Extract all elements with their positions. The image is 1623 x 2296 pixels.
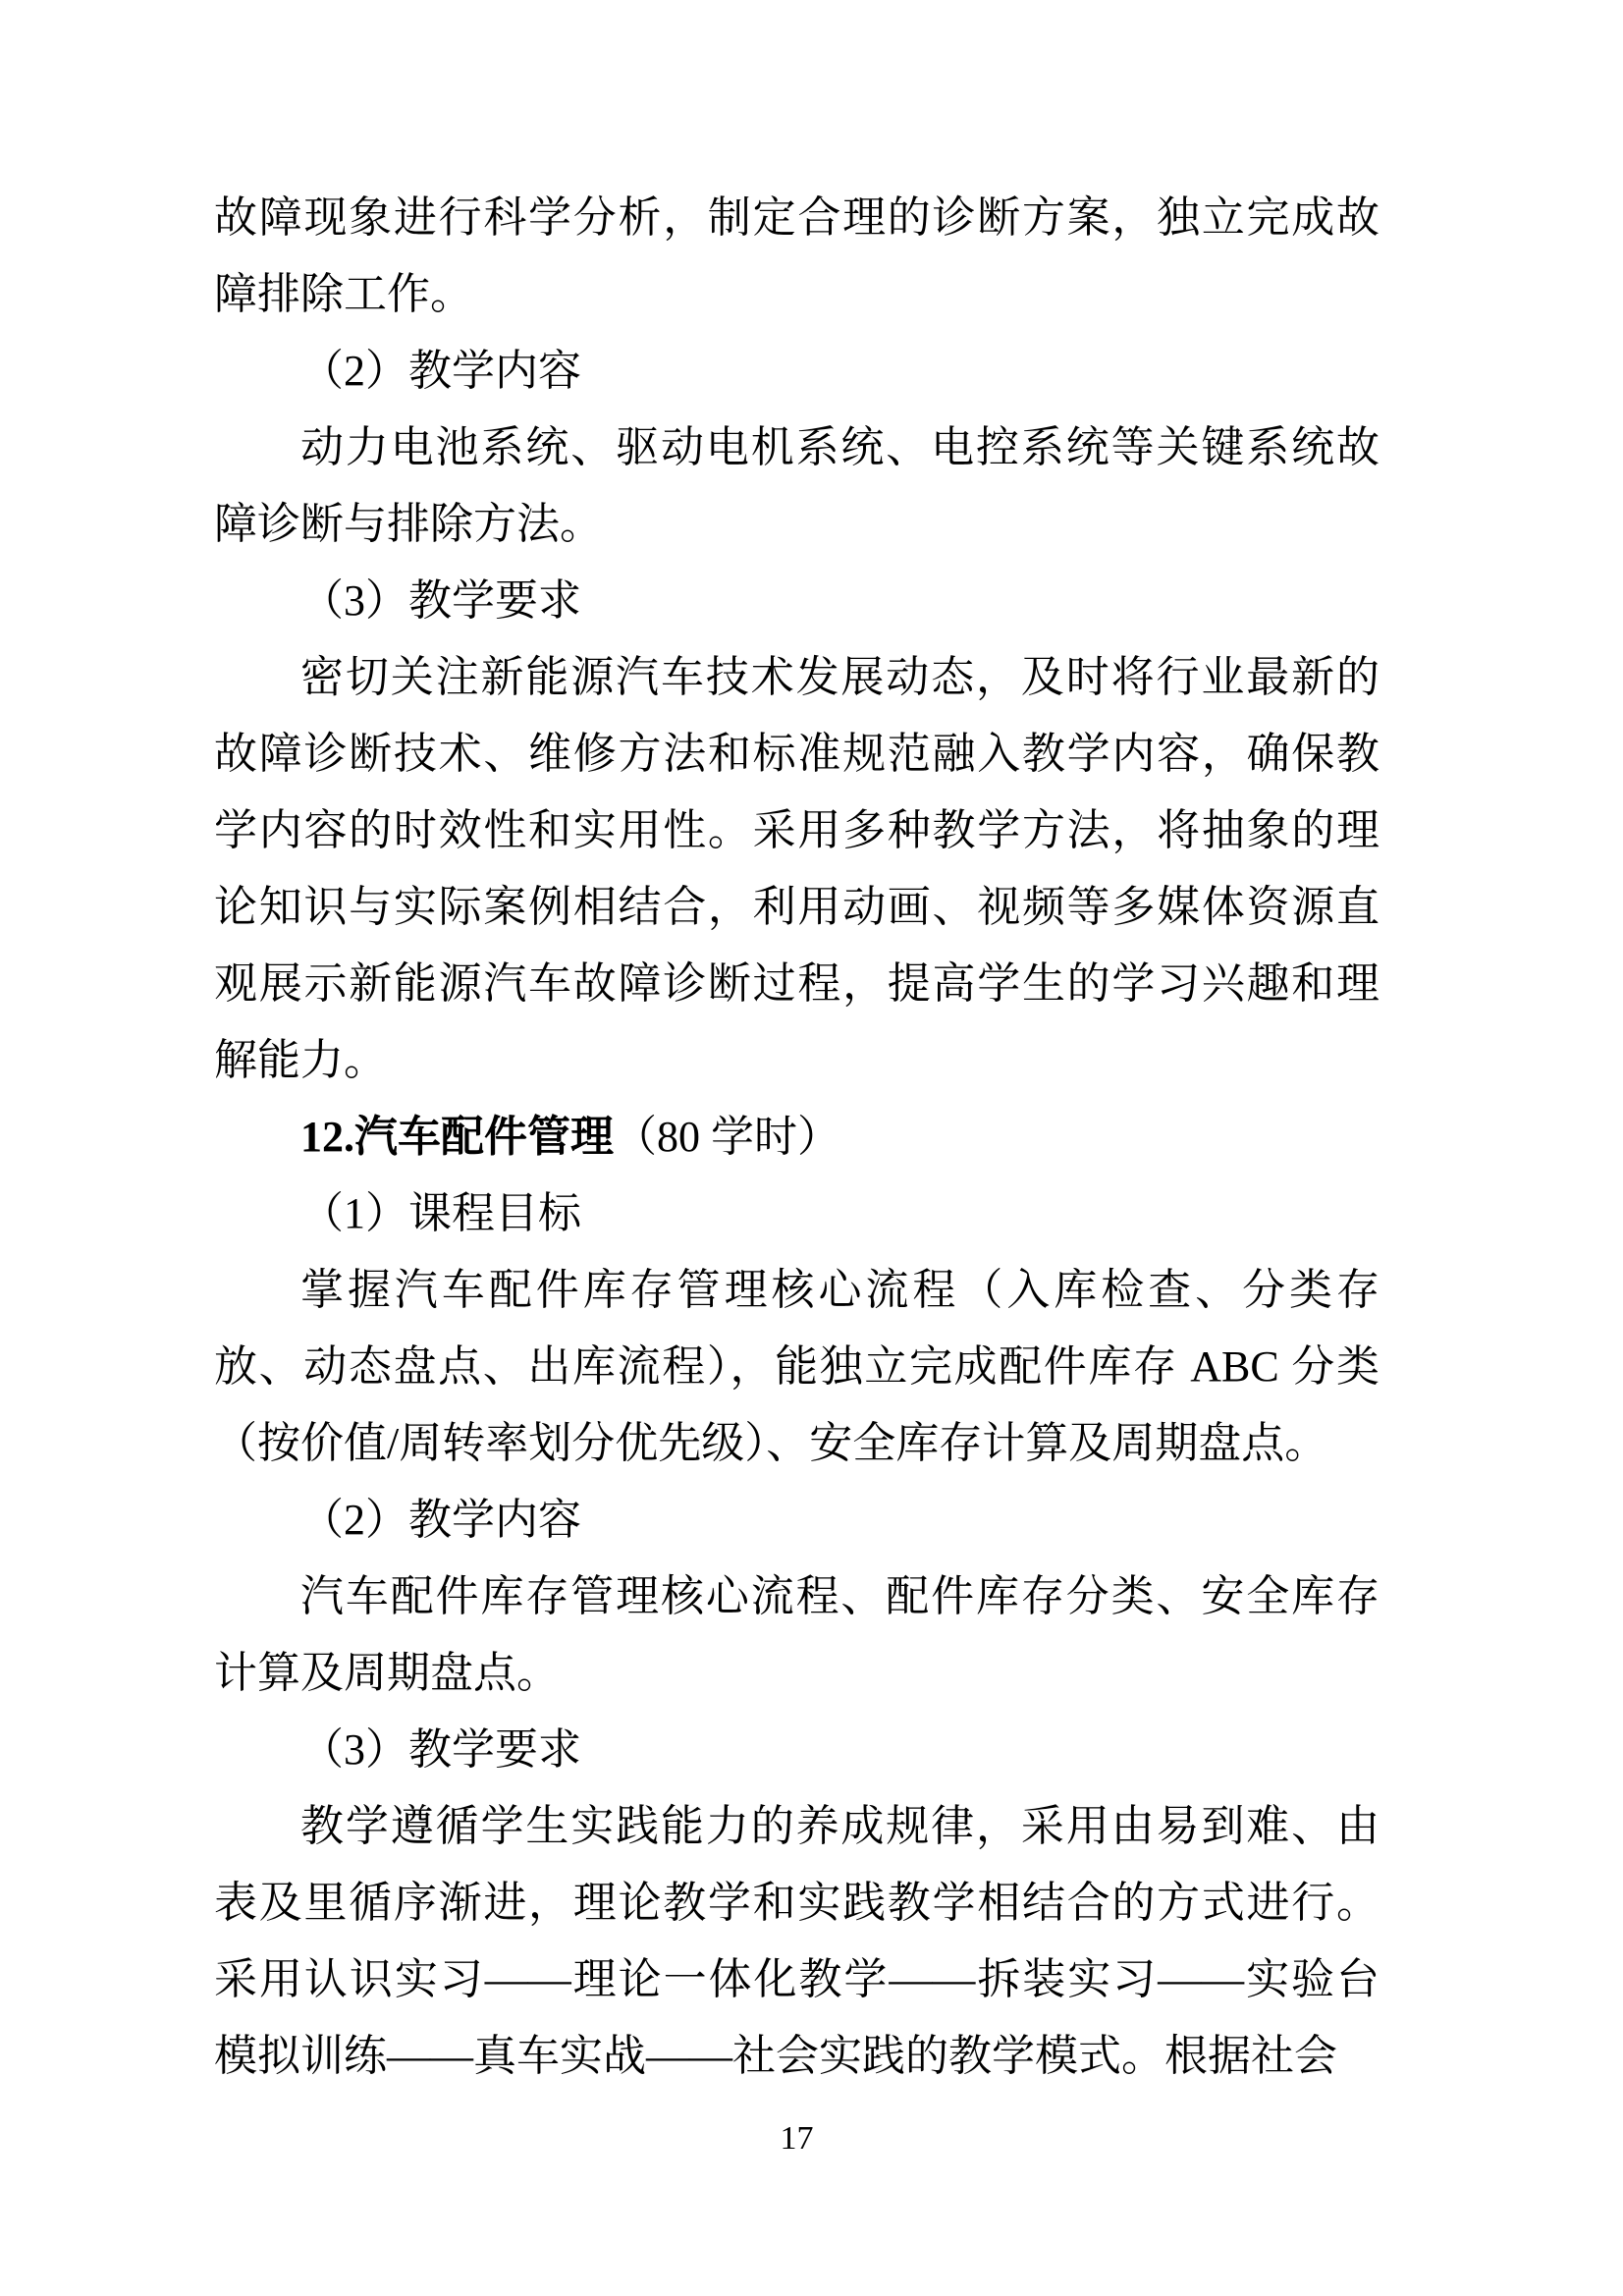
- course-heading: [214, 1099, 1380, 1175]
- paragraph-attention-trends: 密切关注新能源汽车技术发展动态，及时将行业最新的故障诊断技术、维修方法和标准规范融入教学内容，确保教学内容的时效性和实用性。采用多种教学方法，将抽象的理论知识与实际案例相结合，利用动画、视频等多媒体资源直观展示新能源汽车故障诊断过程，提高学生的学习兴趣和理解能力。: [214, 653, 1380, 1084]
- course-heading-title: 12.汽车配件管理: [300, 1113, 614, 1161]
- paragraph-master-inventory: 掌握汽车配件库存管理核心流程（入库检查、分类存放、动态盘点、出库流程），能独立完成配件库存 ABC 分类（按价值/周转率划分优先级）、安全库存计算及周期盘点。: [214, 1266, 1380, 1467]
- subheading-course-goal-12: （1）课程目标: [300, 1189, 581, 1237]
- page-number: 17: [780, 2120, 814, 2157]
- paragraph-fault-continuation: 故障现象进行科学分析，制定合理的诊断方案，独立完成故障排除工作。: [214, 193, 1380, 318]
- paragraph-teaching-mode: 教学遵循学生实践能力的养成规律，采用由易到难、由表及里循序渐进，理论教学和实践教学相结合的方式进行。采用认识实习——理论一体化教学——拆装实习——实验台模拟训练——真车实战——社会实践的教学模式。根据社会: [214, 1802, 1380, 2080]
- course-heading-hours: （80 学时）: [614, 1113, 840, 1161]
- subheading-teaching-requirements-12: （3）教学要求: [300, 1725, 581, 1774]
- subheading-teaching-requirements-11: （3）教学要求: [300, 576, 581, 625]
- subheading-teaching-content-11: （2）教学内容: [300, 347, 581, 395]
- text-content: [214, 180, 1380, 2095]
- paragraph-battery-systems: 动力电池系统、驱动电机系统、电控系统等关键系统故障诊断与排除方法。: [214, 423, 1380, 548]
- paragraph-core-process: 汽车配件库存管理核心流程、配件库存分类、安全库存计算及周期盘点。: [214, 1572, 1380, 1697]
- subheading-teaching-content-12: （2）教学内容: [300, 1496, 581, 1544]
